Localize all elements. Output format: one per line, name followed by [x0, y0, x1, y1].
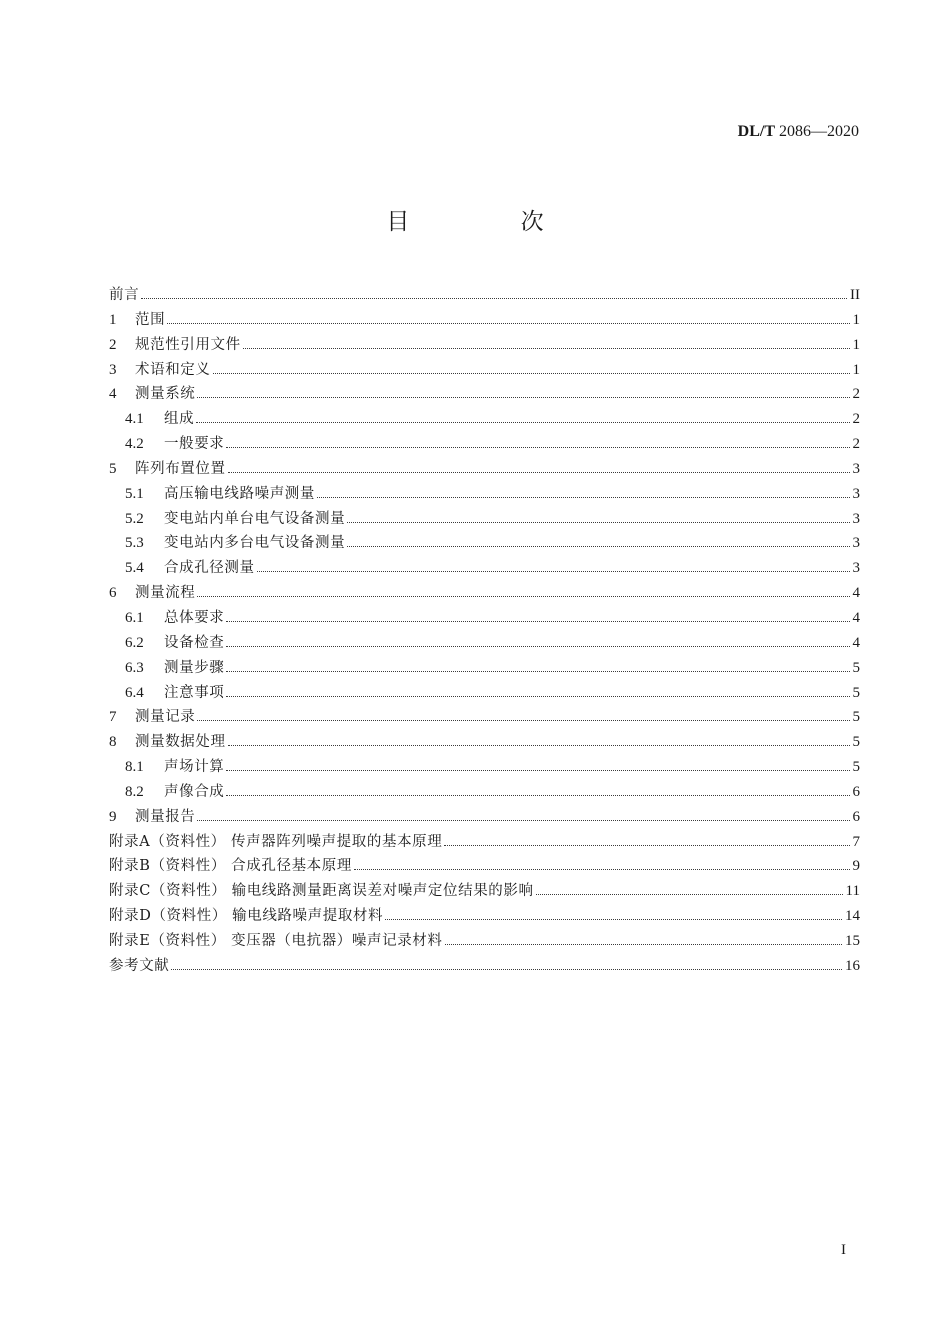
dot-leader: [226, 447, 849, 448]
toc-entry-label: 附录E（资料性） 变压器（电抗器）噪声记录材料: [109, 932, 443, 949]
toc-entry-label: 测量数据处理: [135, 734, 226, 751]
toc-entry-page: II: [850, 287, 860, 303]
toc-entry-page: 3: [852, 535, 860, 552]
toc-entry-label: 测量报告: [135, 808, 196, 825]
toc-entry-number: 5.1: [125, 485, 144, 502]
toc-entry[interactable]: [109, 879, 860, 904]
toc-entry-label: 术语和定义: [135, 361, 211, 378]
toc-entry[interactable]: [109, 954, 860, 979]
dot-leader: [445, 944, 843, 945]
toc-entry-page: 6: [852, 783, 860, 800]
toc-entry-number: 5: [109, 460, 117, 477]
dot-leader: [347, 546, 849, 547]
toc-entry-page: 2: [852, 411, 860, 428]
toc-entry-number: 6.1: [125, 609, 144, 626]
toc-entry-page: 16: [845, 957, 860, 974]
toc-entry[interactable]: [109, 805, 860, 830]
toc-entry-label: 声场计算: [164, 759, 225, 776]
page-title: 目 次: [386, 209, 596, 235]
dot-leader: [196, 422, 849, 423]
toc-entry[interactable]: [109, 358, 860, 383]
toc-entry-number: 6: [109, 585, 117, 602]
toc-entry-label: 测量系统: [135, 386, 196, 403]
toc-entry-number: 5.2: [125, 510, 144, 527]
toc-entry-number: 1: [109, 311, 117, 328]
toc-entry-label: 规范性引用文件: [135, 336, 241, 353]
dot-leader: [347, 522, 849, 523]
toc-entry-page: 5: [852, 659, 860, 676]
dot-leader: [317, 497, 850, 498]
toc-entry-number: 6.2: [125, 634, 144, 651]
toc-entry-page: 3: [852, 485, 860, 502]
footer-page-number: I: [841, 1242, 846, 1258]
toc-entry-number: 8.2: [125, 783, 144, 800]
dot-leader: [385, 919, 842, 920]
toc-entry[interactable]: [109, 308, 860, 333]
standard-code-prefix: DL/T: [737, 123, 775, 140]
toc-entry-label: 参考文献: [109, 957, 170, 974]
toc-entry-page: 1: [852, 361, 860, 378]
toc-entry-page: 5: [852, 709, 860, 726]
toc-entry-label: 附录C（资料性） 输电线路测量距离误差对噪声定位结果的影响: [109, 883, 534, 900]
toc-entry[interactable]: [109, 606, 860, 631]
dot-leader: [197, 820, 849, 821]
toc-entry-label: 测量流程: [135, 585, 196, 602]
toc-entry-label: 附录A（资料性） 传声器阵列噪声提取的基本原理: [109, 833, 443, 850]
toc-entry-page: 5: [852, 684, 860, 701]
toc-entry-label: 附录B（资料性） 合成孔径基本原理: [109, 858, 352, 875]
toc-entry[interactable]: [109, 333, 860, 358]
toc-entry-number: 6.3: [125, 659, 144, 676]
dot-leader: [171, 969, 842, 970]
toc-entry-label: 设备检查: [164, 634, 225, 651]
toc-entry-page: 9: [852, 858, 860, 875]
toc-entry-number: 4.2: [125, 436, 144, 453]
toc-entry-page: 4: [852, 585, 860, 602]
toc-entry-number: 5.4: [125, 560, 144, 577]
toc-entry-number: 2: [109, 336, 117, 353]
dot-leader: [197, 720, 849, 721]
dot-leader: [536, 894, 843, 895]
toc-entry[interactable]: [109, 681, 860, 706]
toc-entry-page: 1: [852, 336, 860, 353]
toc-entry-number: 8: [109, 734, 117, 751]
toc-entry[interactable]: [109, 581, 860, 606]
toc-entry-page: 3: [852, 460, 860, 477]
toc-entry[interactable]: [109, 283, 860, 308]
toc-entry-page: 15: [845, 932, 860, 949]
toc-entry-number: 7: [109, 709, 117, 726]
toc-entry[interactable]: [109, 482, 860, 507]
toc-entry-number: 3: [109, 361, 117, 378]
toc-entry-label: 组成: [164, 411, 195, 428]
dot-leader: [354, 869, 850, 870]
toc-entry-label: 变电站内多台电气设备测量: [164, 535, 346, 552]
toc-entry-label: 附录D（资料性） 输电线路噪声提取材料: [109, 908, 384, 925]
toc-entry-number: 9: [109, 808, 117, 825]
toc-entry[interactable]: [109, 656, 860, 681]
dot-leader: [228, 745, 850, 746]
table-of-contents: [109, 283, 860, 979]
toc-entry[interactable]: [109, 432, 860, 457]
toc-entry-page: 2: [852, 436, 860, 453]
toc-entry[interactable]: [109, 904, 860, 929]
dot-leader: [226, 621, 849, 622]
toc-entry-label: 范围: [135, 311, 166, 328]
toc-entry[interactable]: [109, 755, 860, 780]
dot-leader: [213, 373, 850, 374]
toc-entry-page: 14: [845, 908, 860, 925]
toc-entry[interactable]: [109, 382, 860, 407]
dot-leader: [228, 472, 850, 473]
toc-entry-page: 7: [852, 833, 860, 850]
toc-entry-label: 合成孔径测量: [164, 560, 255, 577]
dot-leader: [444, 845, 849, 846]
dot-leader: [226, 795, 849, 796]
dot-leader: [197, 596, 849, 597]
toc-entry-page: 3: [852, 510, 860, 527]
toc-entry[interactable]: [109, 705, 860, 730]
dot-leader: [226, 646, 849, 647]
toc-entry-label: 注意事项: [164, 684, 225, 701]
dot-leader: [243, 348, 850, 349]
toc-entry-page: 6: [852, 808, 860, 825]
toc-entry-label: 变电站内单台电气设备测量: [164, 510, 346, 527]
toc-entry[interactable]: [109, 929, 860, 954]
toc-entry-page: 4: [852, 634, 860, 651]
toc-entry[interactable]: [109, 407, 860, 432]
standard-code: [738, 123, 859, 141]
toc-entry-page: 2: [852, 386, 860, 403]
dot-leader: [226, 770, 849, 771]
dot-leader: [167, 323, 849, 324]
toc-entry-label: 一般要求: [164, 436, 225, 453]
toc-entry-number: 5.3: [125, 535, 144, 552]
toc-entry[interactable]: [109, 457, 860, 482]
toc-entry-number: 8.1: [125, 759, 144, 776]
toc-entry-label: 测量步骤: [164, 659, 225, 676]
toc-entry[interactable]: [109, 556, 860, 581]
toc-entry-label: 声像合成: [164, 783, 225, 800]
toc-entry-label: 测量记录: [135, 709, 196, 726]
toc-entry[interactable]: [109, 854, 860, 879]
dot-leader: [141, 298, 847, 299]
toc-entry[interactable]: [109, 507, 860, 532]
standard-code-number: 2086—2020: [775, 123, 859, 140]
toc-entry-page: 5: [852, 759, 860, 776]
toc-entry-label: 前言: [109, 287, 140, 303]
toc-entry-label: 阵列布置位置: [135, 460, 226, 477]
toc-entry[interactable]: [109, 830, 860, 855]
toc-entry-number: 6.4: [125, 684, 144, 701]
toc-entry[interactable]: [109, 730, 860, 755]
toc-entry-number: 4: [109, 386, 117, 403]
toc-entry-number: 4.1: [125, 411, 144, 428]
toc-entry[interactable]: [109, 531, 860, 556]
toc-entry-page: 11: [845, 883, 860, 900]
toc-entry-label: 高压输电线路噪声测量: [164, 485, 315, 502]
dot-leader: [197, 397, 849, 398]
toc-entry-page: 3: [852, 560, 860, 577]
toc-entry-label: 总体要求: [164, 609, 225, 626]
toc-entry-page: 5: [852, 734, 860, 751]
toc-entry-page: 1: [852, 311, 860, 328]
dot-leader: [226, 671, 849, 672]
toc-entry[interactable]: [109, 780, 860, 805]
dot-leader: [226, 696, 849, 697]
toc-entry-page: 4: [852, 609, 860, 626]
dot-leader: [257, 571, 850, 572]
toc-entry[interactable]: [109, 631, 860, 656]
